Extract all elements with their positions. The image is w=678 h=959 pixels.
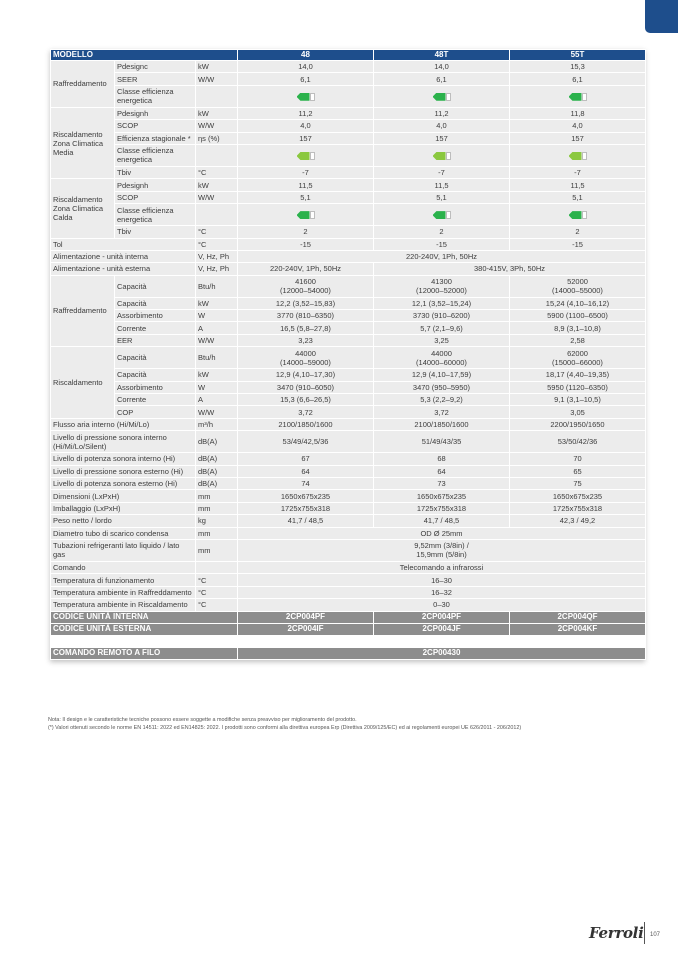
- table-row: [51, 490, 646, 502]
- cell-value: 157: [238, 132, 374, 144]
- energy-class-icon: [569, 152, 587, 160]
- cell-line: (14000–60000): [416, 357, 467, 367]
- row-unit: mm: [196, 527, 238, 539]
- cell-value: 5900 (1100–6500): [510, 310, 646, 322]
- row-unit: W/W: [196, 191, 238, 203]
- cell-value: 4,0: [238, 120, 374, 132]
- code-value: 2CP004QF: [510, 611, 646, 623]
- cell-energy-class: [510, 85, 646, 107]
- cell-value: 5,1: [238, 191, 374, 203]
- cell-value: 380-415V, 3Ph, 50Hz: [374, 263, 646, 275]
- cell-value: 3,25: [374, 334, 510, 346]
- table-row: [51, 334, 646, 346]
- code-label: CODICE UNITÀ ESTERNA: [51, 623, 238, 635]
- row-unit: ηs (%): [196, 132, 238, 144]
- table-row: [51, 61, 646, 73]
- row-unit: mm: [196, 539, 238, 561]
- cell-energy-class: [238, 204, 374, 226]
- row-unit: W/W: [196, 334, 238, 346]
- row-label: SCOP: [115, 120, 196, 132]
- cell-value: 15,24 (4,10–16,12): [510, 297, 646, 309]
- cell-value: 15,3 (6,6–26,5): [238, 394, 374, 406]
- energy-class-icon: [297, 211, 315, 219]
- row-unit: V, Hz, Ph: [196, 250, 238, 262]
- row-unit: °C: [196, 166, 238, 178]
- cell-value: 2: [238, 226, 374, 238]
- table-row: [51, 144, 646, 166]
- cell-value: 11,5: [510, 179, 646, 191]
- cell-line: (14000–55000): [552, 286, 603, 296]
- group-label: Raffreddamento: [51, 61, 115, 108]
- table-row: [51, 191, 646, 203]
- row-label: Imballaggio (LxPxH): [51, 502, 196, 514]
- energy-class-icon: [433, 93, 451, 101]
- energy-class-icon: [569, 211, 587, 219]
- row-unit: dB(A): [196, 453, 238, 465]
- table-row: [51, 73, 646, 85]
- table-row: [51, 322, 646, 334]
- header-model-1: 48: [238, 50, 374, 61]
- cell-value: OD Ø 25mm: [238, 527, 646, 539]
- header-row: [51, 50, 646, 61]
- cell-value: 3770 (810–6350): [238, 310, 374, 322]
- table-row: [51, 527, 646, 539]
- cell-value: 1725x755x318: [374, 502, 510, 514]
- cell-value: 4,0: [374, 120, 510, 132]
- cell-value: 18,17 (4,40–19,35): [510, 369, 646, 381]
- cell-value: 1650x675x235: [238, 490, 374, 502]
- cell-value: -7: [510, 166, 646, 178]
- row-label: Efficienza stagionale *: [115, 132, 196, 144]
- cell-value: 3,72: [374, 406, 510, 418]
- table-row: [51, 574, 646, 586]
- row-label: Classe efficienza energetica: [115, 144, 196, 166]
- row-unit: dB(A): [196, 465, 238, 477]
- cell-value: 11,2: [238, 107, 374, 119]
- code-value: 2CP004PF: [238, 611, 374, 623]
- energy-class-icon: [297, 93, 315, 101]
- table-row: [51, 453, 646, 465]
- cell-value: 12,1 (3,52–15,24): [374, 297, 510, 309]
- table-row: [51, 406, 646, 418]
- cell-line: (12000–54000): [280, 286, 331, 296]
- cell-value: 0–30: [238, 599, 646, 611]
- row-unit: °C: [196, 574, 238, 586]
- header-model-2: 48T: [374, 50, 510, 61]
- row-unit: W: [196, 310, 238, 322]
- cell-value: 2100/1850/1600: [238, 418, 374, 430]
- brand-logo: Ferroli: [589, 924, 644, 942]
- energy-class-icon: [433, 211, 451, 219]
- row-unit: V, Hz, Ph: [196, 263, 238, 275]
- cell-value: 41,7 / 48,5: [374, 515, 510, 527]
- cell-value: 75: [510, 477, 646, 489]
- row-unit: [196, 85, 238, 107]
- row-unit: °C: [196, 586, 238, 598]
- row-unit: [196, 561, 238, 573]
- cell-value: 9,1 (3,1–10,5): [510, 394, 646, 406]
- cell-value: 53/50/42/36: [510, 431, 646, 453]
- table-row: [51, 515, 646, 527]
- table-row: [51, 226, 646, 238]
- row-label: Tol: [51, 238, 196, 250]
- cell-energy-class: [238, 144, 374, 166]
- table-row: [51, 394, 646, 406]
- table-row: [51, 310, 646, 322]
- cell-line: (14000–59000): [280, 357, 331, 367]
- table-row: [51, 369, 646, 381]
- row-label: Assorbimento: [115, 310, 196, 322]
- cell-value: 3730 (910–6200): [374, 310, 510, 322]
- row-label: Diametro tubo di scarico condensa: [51, 527, 196, 539]
- cell-line: 41600: [295, 277, 316, 287]
- cell-value: 12,9 (4,10–17,59): [374, 369, 510, 381]
- row-unit: °C: [196, 226, 238, 238]
- code-value: 2CP004PF: [374, 611, 510, 623]
- table-row: [51, 297, 646, 309]
- cell-value: 5,1: [374, 191, 510, 203]
- row-label: Classe efficienza energetica: [115, 204, 196, 226]
- row-label: Capacità: [115, 369, 196, 381]
- table-row: [51, 586, 646, 598]
- cell-value: [510, 275, 646, 297]
- table-row: [51, 107, 646, 119]
- row-label: Alimentazione - unità esterna: [51, 263, 196, 275]
- row-unit: kW: [196, 61, 238, 73]
- table-row: [51, 381, 646, 393]
- row-label: Flusso aria interno (Hi/Mi/Lo): [51, 418, 196, 430]
- corner-tab: [645, 0, 678, 33]
- footnote-line: (*) Valori ottenuti secondo le norme EN 14511: 2022 ed EN14825: 2022. I prodotti sono conformi alla direttiva europea Erp (Direttiva 2009/125/EC) ed ai regolamenti europei UE 626/2011 - 206/2012): [48, 725, 522, 731]
- cell-value: 5,1: [510, 191, 646, 203]
- cell-line: 9,52mm (3/8in) /: [414, 541, 469, 551]
- cell-value: 3,72: [238, 406, 374, 418]
- code-value: 2CP00430: [238, 647, 646, 659]
- row-label: Capacità: [115, 297, 196, 309]
- cell-line: 52000: [567, 277, 588, 287]
- cell-value: -7: [374, 166, 510, 178]
- cell-value: 15,3: [510, 61, 646, 73]
- row-unit: kg: [196, 515, 238, 527]
- row-unit: W/W: [196, 406, 238, 418]
- cell-value: [238, 347, 374, 369]
- row-label: Corrente: [115, 322, 196, 334]
- cell-value: 73: [374, 477, 510, 489]
- row-unit: A: [196, 394, 238, 406]
- cell-value: 220-240V, 1Ph, 50Hz: [238, 250, 646, 262]
- row-unit: m³/h: [196, 418, 238, 430]
- table-row: [51, 166, 646, 178]
- row-label: Temperatura ambiente in Raffreddamento: [51, 586, 196, 598]
- row-label: Tubazioni refrigeranti lato liquido / lato gas: [51, 539, 196, 561]
- row-label: Corrente: [115, 394, 196, 406]
- cell-line: 62000: [567, 348, 588, 358]
- cell-value: 53/49/42,5/36: [238, 431, 374, 453]
- row-label: Capacità: [115, 275, 196, 297]
- spec-table: [50, 49, 646, 660]
- cell-value: 5950 (1120–6350): [510, 381, 646, 393]
- row-label: EER: [115, 334, 196, 346]
- table-row: [51, 477, 646, 489]
- cell-value: [374, 275, 510, 297]
- code-row: [51, 623, 646, 635]
- row-unit: kW: [196, 179, 238, 191]
- cell-value: 11,2: [374, 107, 510, 119]
- table-row: [51, 179, 646, 191]
- cell-value: 42,3 / 49,2: [510, 515, 646, 527]
- cell-value: 3,23: [238, 334, 374, 346]
- cell-value: 2100/1850/1600: [374, 418, 510, 430]
- row-label: Livello di potenza sonora esterno (Hi): [51, 477, 196, 489]
- code-row: [51, 647, 646, 659]
- header-model-3: 55T: [510, 50, 646, 61]
- cell-value: 12,9 (4,10–17,30): [238, 369, 374, 381]
- cell-value: 157: [374, 132, 510, 144]
- cell-energy-class: [374, 85, 510, 107]
- cell-line: 15,9mm (5/8in): [416, 550, 467, 560]
- table-row: [51, 238, 646, 250]
- group-label: Raffreddamento: [51, 275, 115, 347]
- cell-line: (15000–66000): [552, 357, 603, 367]
- cell-energy-class: [510, 204, 646, 226]
- cell-value: -15: [510, 238, 646, 250]
- row-label: Livello di pressione sonora interno (Hi/Mi/Lo/Silent): [51, 431, 196, 453]
- cell-energy-class: [238, 85, 374, 107]
- row-unit: Btu/h: [196, 275, 238, 297]
- group-label: Riscaldamento: [51, 347, 115, 419]
- row-unit: [196, 204, 238, 226]
- row-label: Peso netto / lordo: [51, 515, 196, 527]
- table-row: [51, 599, 646, 611]
- row-unit: W/W: [196, 73, 238, 85]
- cell-value: 14,0: [238, 61, 374, 73]
- cell-value: 5,7 (2,1–9,6): [374, 322, 510, 334]
- row-unit: mm: [196, 490, 238, 502]
- cell-value: [238, 539, 646, 561]
- row-label: Tbiv: [115, 226, 196, 238]
- row-label: Pdesignh: [115, 179, 196, 191]
- table-row: [51, 263, 646, 275]
- cell-value: 16–32: [238, 586, 646, 598]
- cell-value: 16–30: [238, 574, 646, 586]
- table-row: [51, 132, 646, 144]
- spacer-row: [51, 635, 646, 647]
- cell-value: 65: [510, 465, 646, 477]
- cell-value: Telecomando a infrarossi: [238, 561, 646, 573]
- row-label: Temperatura ambiente in Riscaldamento: [51, 599, 196, 611]
- row-label: SCOP: [115, 191, 196, 203]
- cell-value: 5,3 (2,2–9,2): [374, 394, 510, 406]
- cell-energy-class: [374, 144, 510, 166]
- row-label: Livello di pressione sonora esterno (Hi): [51, 465, 196, 477]
- cell-value: 41,7 / 48,5: [238, 515, 374, 527]
- energy-class-icon: [433, 152, 451, 160]
- row-unit: °C: [196, 238, 238, 250]
- table-row: [51, 431, 646, 453]
- cell-value: [374, 347, 510, 369]
- page-number: 107: [650, 932, 661, 938]
- row-label: Alimentazione - unità interna: [51, 250, 196, 262]
- cell-value: 1725x755x318: [510, 502, 646, 514]
- row-label: Temperatura di funzionamento: [51, 574, 196, 586]
- cell-value: -7: [238, 166, 374, 178]
- cell-value: 14,0: [374, 61, 510, 73]
- row-unit: mm: [196, 502, 238, 514]
- cell-value: 1725x755x318: [238, 502, 374, 514]
- row-unit: kW: [196, 107, 238, 119]
- cell-value: 2200/1950/1650: [510, 418, 646, 430]
- row-unit: A: [196, 322, 238, 334]
- row-label: Pdesignh: [115, 107, 196, 119]
- energy-class-icon: [569, 93, 587, 101]
- cell-value: 67: [238, 453, 374, 465]
- cell-value: 3470 (950–5950): [374, 381, 510, 393]
- table-row: [51, 85, 646, 107]
- footer-divider: [644, 922, 645, 944]
- cell-value: -15: [238, 238, 374, 250]
- row-label: Assorbimento: [115, 381, 196, 393]
- cell-value: 11,5: [238, 179, 374, 191]
- cell-value: 6,1: [510, 73, 646, 85]
- row-unit: [196, 144, 238, 166]
- cell-value: 11,8: [510, 107, 646, 119]
- cell-value: 1650x675x235: [374, 490, 510, 502]
- cell-line: 44000: [431, 348, 452, 358]
- cell-value: 11,5: [374, 179, 510, 191]
- group-label: Riscaldamento Zona Climatica Calda: [51, 179, 115, 238]
- cell-value: 68: [374, 453, 510, 465]
- row-label: Pdesignc: [115, 61, 196, 73]
- cell-line: (12000–52000): [416, 286, 467, 296]
- cell-value: 220-240V, 1Ph, 50Hz: [238, 263, 374, 275]
- table-row: [51, 250, 646, 262]
- cell-value: 6,1: [374, 73, 510, 85]
- group-label: Riscaldamento Zona Climatica Media: [51, 107, 115, 179]
- cell-line: 44000: [295, 348, 316, 358]
- cell-value: 74: [238, 477, 374, 489]
- cell-value: 3,05: [510, 406, 646, 418]
- cell-value: 3470 (910–6050): [238, 381, 374, 393]
- row-unit: kW: [196, 369, 238, 381]
- row-unit: W/W: [196, 120, 238, 132]
- row-unit: W: [196, 381, 238, 393]
- cell-energy-class: [510, 144, 646, 166]
- cell-energy-class: [374, 204, 510, 226]
- cell-value: 12,2 (3,52–15,83): [238, 297, 374, 309]
- cell-line: 41300: [431, 277, 452, 287]
- row-label: SEER: [115, 73, 196, 85]
- cell-value: -15: [374, 238, 510, 250]
- table-row: [51, 275, 646, 297]
- table-row: [51, 418, 646, 430]
- footnote-line: Nota: Il design e le caratteristiche tecniche possono essere soggette a modifiche senza preavviso per miglioramento del prodotto.: [48, 717, 357, 723]
- cell-value: 16,5 (5,8–27,8): [238, 322, 374, 334]
- code-value: 2CP004JF: [374, 623, 510, 635]
- row-label: Tbiv: [115, 166, 196, 178]
- cell-value: 51/49/43/35: [374, 431, 510, 453]
- cell-value: 64: [374, 465, 510, 477]
- table-row: [51, 347, 646, 369]
- cell-value: [238, 275, 374, 297]
- code-value: 2CP004IF: [238, 623, 374, 635]
- cell-value: [510, 347, 646, 369]
- row-label: Dimensioni (LxPxH): [51, 490, 196, 502]
- cell-value: 2: [374, 226, 510, 238]
- row-label: Livello di potenza sonora interno (Hi): [51, 453, 196, 465]
- row-unit: °C: [196, 599, 238, 611]
- cell-value: 4,0: [510, 120, 646, 132]
- row-label: Capacità: [115, 347, 196, 369]
- spec-table-container: [50, 49, 645, 660]
- cell-value: 70: [510, 453, 646, 465]
- table-row: [51, 561, 646, 573]
- cell-value: 6,1: [238, 73, 374, 85]
- row-unit: kW: [196, 297, 238, 309]
- row-unit: Btu/h: [196, 347, 238, 369]
- table-row: [51, 120, 646, 132]
- code-label: COMANDO REMOTO A FILO: [51, 647, 238, 659]
- row-label: Comando: [51, 561, 196, 573]
- table-row: [51, 539, 646, 561]
- row-unit: dB(A): [196, 477, 238, 489]
- table-row: [51, 465, 646, 477]
- row-label: COP: [115, 406, 196, 418]
- code-label: CODICE UNITÀ INTERNA: [51, 611, 238, 623]
- spacer: [51, 635, 646, 647]
- footnotes: [48, 716, 648, 732]
- cell-value: 157: [510, 132, 646, 144]
- cell-value: 1650x675x235: [510, 490, 646, 502]
- row-unit: dB(A): [196, 431, 238, 453]
- cell-value: 2,58: [510, 334, 646, 346]
- energy-class-icon: [297, 152, 315, 160]
- code-row: [51, 611, 646, 623]
- table-row: [51, 204, 646, 226]
- header-modello: MODELLO: [51, 50, 238, 61]
- cell-value: 64: [238, 465, 374, 477]
- cell-value: 8,9 (3,1–10,8): [510, 322, 646, 334]
- code-value: 2CP004KF: [510, 623, 646, 635]
- cell-value: 2: [510, 226, 646, 238]
- row-label: Classe efficienza energetica: [115, 85, 196, 107]
- table-row: [51, 502, 646, 514]
